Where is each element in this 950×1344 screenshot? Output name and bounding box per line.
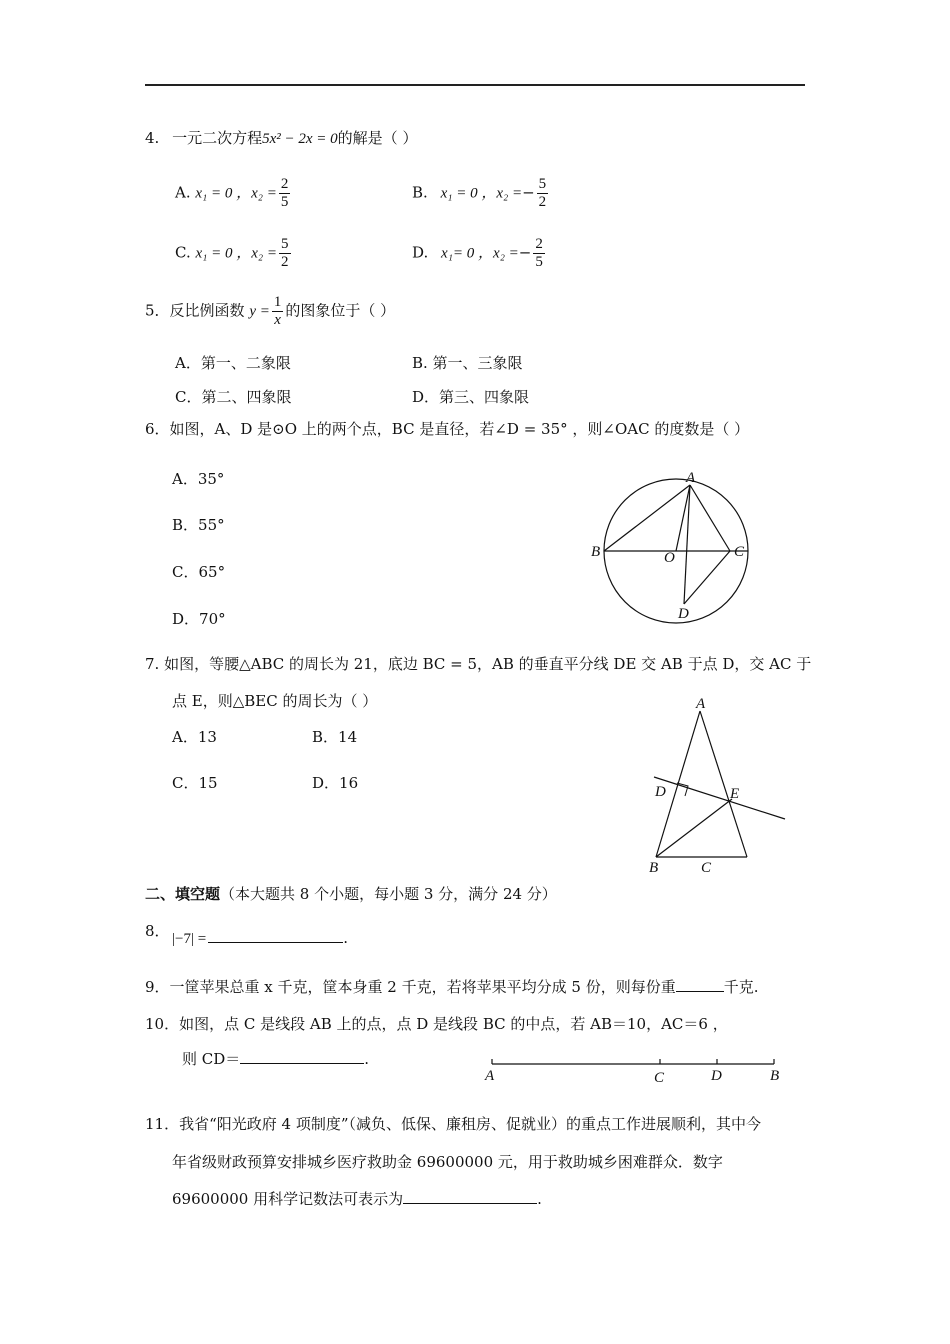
fraction: $\frac{5}{2}$: [281, 236, 289, 270]
q4-number: 4.: [145, 129, 160, 147]
q7-option-b[interactable]: B．14: [312, 728, 358, 746]
q4-stem: [145, 127, 417, 148]
fraction: $\frac{2}{5}$: [280, 176, 289, 210]
section-2-note: （本大题共 8 个小题，每小题 3 分，满分 24 分）: [220, 885, 557, 903]
label-a: A: [686, 470, 696, 486]
q11-stem-line1: 11．我省“阳光政府 4 项制度”（减负、低保、廉租房、促就业）的重点工作进展顺利，其中今: [145, 1115, 762, 1133]
label-b: B: [591, 544, 601, 560]
q11-stem-line3: 69600000 用科学记数法可表示为 .: [172, 1190, 542, 1208]
header-rule: [145, 84, 805, 86]
q5-stem: 5．反比例函数 y = $\frac{1}{x}$ 的图象位于（ ）: [145, 294, 396, 328]
q4-option-a[interactable]: A. x₁ = 0 ，x₂ = $\frac{2}{5}$: [175, 176, 289, 210]
q5-function: y =: [249, 303, 270, 320]
segment-be: [656, 799, 732, 857]
q9-answer-blank[interactable]: [676, 979, 724, 992]
section-2-heading: [145, 883, 557, 904]
q4-equation: 5x² − 2x = 0: [262, 131, 338, 147]
q7-option-a[interactable]: A．13: [172, 728, 217, 746]
fraction: $\frac{2}{5}$: [535, 236, 543, 270]
segment-ad: [684, 485, 690, 604]
label-b: B: [770, 1068, 780, 1084]
label-c: C: [734, 544, 745, 560]
q8-body: |−7| = .: [172, 929, 348, 947]
q7-option-c[interactable]: C．15: [172, 774, 218, 792]
q9-stem: 9．一筐苹果总重 x 千克，筐本身重 2 千克，若将苹果平均分成 5 份，则每份重 千克.: [145, 978, 759, 996]
q5-option-a[interactable]: A．第一、二象限: [175, 354, 291, 372]
q10-answer-blank[interactable]: [240, 1051, 364, 1064]
q6-option-c[interactable]: C．65°: [172, 563, 226, 581]
segment-ac: [690, 485, 730, 551]
label-d: D: [711, 1068, 722, 1084]
q6-circle-figure: [590, 470, 760, 625]
fraction: $\frac{5}{2}$: [538, 176, 547, 210]
q7-stem-line2: 点 E，则△BEC 的周长为（ ）: [172, 692, 378, 710]
label-a: A: [696, 696, 706, 712]
label-d: D: [655, 784, 666, 800]
q4-stem-text: 一元二次方程: [172, 129, 263, 147]
section-2-title: 二、填空题: [145, 885, 221, 903]
label-e: E: [730, 786, 740, 802]
q11-answer-blank[interactable]: [403, 1191, 537, 1204]
q6-option-b[interactable]: B．55°: [172, 516, 225, 534]
q4-option-d[interactable]: D. x₁= 0 ，x₂ =− $\frac{2}{5}$: [412, 236, 543, 270]
label-a: A: [485, 1068, 495, 1084]
side-ac: [700, 711, 747, 857]
q10-stem-line1: 10．如图，点 C 是线段 AB 上的点，点 D 是线段 BC 的中点，若 AB＝10，AC＝6 ，: [145, 1015, 728, 1033]
label-c: C: [701, 860, 712, 876]
q4-option-b[interactable]: B. x₁ = 0 ，x₂ =− $\frac{5}{2}$: [412, 176, 547, 210]
q10-stem-line2: 则 CD＝ .: [182, 1050, 370, 1068]
q6-option-a[interactable]: A．35°: [172, 470, 225, 488]
q6-stem: 6．如图，A、D 是⊙O 上的两个点，BC 是直径，若∠D = 35° ，则∠OAC 的度数是（ ）: [145, 420, 750, 438]
q8-answer-blank[interactable]: [208, 930, 343, 943]
q5-option-c[interactable]: C．第二、四象限: [175, 388, 292, 406]
q4-option-c[interactable]: C. x₁ = 0 ，x₂ = $\frac{5}{2}$: [175, 236, 289, 270]
q8-expression: |−7| =: [172, 931, 207, 947]
q7-triangle-figure: [640, 695, 800, 880]
fraction: $\frac{1}{x}$: [273, 294, 282, 328]
q5-option-b[interactable]: B. 第一、三象限: [412, 354, 523, 372]
q6-option-d[interactable]: D．70°: [172, 610, 226, 628]
label-b: B: [649, 860, 659, 876]
q7-option-d[interactable]: D．16: [312, 774, 359, 792]
label-d: D: [678, 606, 689, 622]
q4-stem-tail: 的解是（ ）: [337, 129, 418, 147]
q11-stem-line2: 年省级财政预算安排城乡医疗救助金 69600000 元，用于救助城乡困难群众．数字: [172, 1153, 723, 1171]
q8-number: 8．: [145, 922, 170, 940]
label-c: C: [654, 1070, 665, 1086]
label-o: O: [664, 550, 675, 566]
q5-option-d[interactable]: D．第三、四象限: [412, 388, 530, 406]
q7-stem-line1: 7. 如图，等腰△ABC 的周长为 21，底边 BC = 5，AB 的垂直平分线 DE 交 AB 于点 D，交 AC 于: [145, 655, 812, 673]
q10-segment-figure: [480, 1052, 790, 1088]
segment-ab: [604, 485, 690, 551]
segment-dc: [684, 551, 730, 604]
